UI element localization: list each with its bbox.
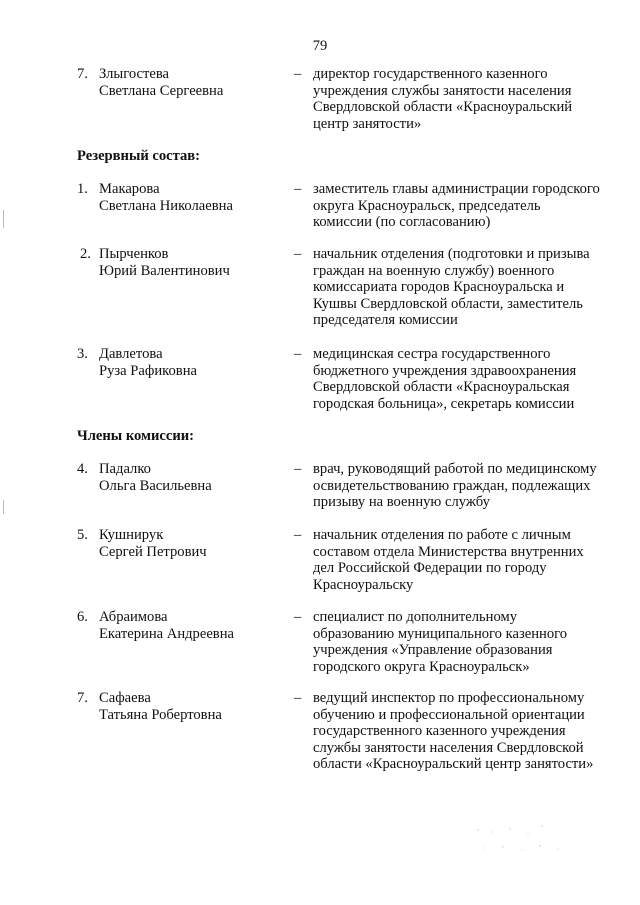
name-line: Руза Рафиковна — [99, 362, 197, 379]
scan-noise — [470, 820, 590, 860]
desc-line: начальник отделения (подготовки и призыва — [313, 246, 590, 262]
page-number: 79 — [312, 38, 328, 54]
desc-line: городская больница», секретарь комиссии — [313, 395, 575, 412]
person-name — [99, 690, 284, 723]
item-number: 5. — [77, 527, 88, 543]
person-name — [99, 461, 284, 494]
name-line: Давлетова — [99, 346, 163, 362]
item-number: 7. — [77, 66, 88, 82]
name-line: Сергей Петрович — [99, 543, 207, 560]
dash-separator: – — [294, 181, 302, 197]
desc-line: Свердловской области «Красноуральская — [313, 379, 570, 395]
section-heading-members: Члены комиссии: — [77, 428, 195, 444]
position-description — [313, 181, 618, 231]
name-line: Юрий Валентинович — [99, 262, 230, 279]
name-line: Абраимова — [99, 609, 168, 625]
section-heading-reserve: Резервный состав: — [77, 148, 201, 164]
desc-line: центр занятости» — [313, 115, 422, 132]
desc-line: Красноуральску — [313, 576, 414, 593]
desc-line: комиссариата городов Красноуральска и — [313, 279, 565, 295]
desc-line: комиссии (по согласованию) — [313, 214, 491, 230]
dash-separator: – — [294, 346, 302, 362]
name-line: Светлана Сергеевна — [99, 82, 224, 99]
desc-line: учреждения «Управление образования — [313, 642, 553, 658]
person-name — [99, 181, 284, 214]
desc-line: округа Красноуральск, председатель — [313, 197, 541, 214]
desc-line: призыву на военную службу — [313, 494, 490, 510]
person-name — [99, 527, 284, 560]
person-name — [99, 609, 284, 642]
position-description — [313, 461, 618, 511]
item-number: 6. — [77, 609, 88, 625]
name-line: Макарова — [99, 181, 160, 197]
position-description — [313, 609, 618, 675]
desc-line: председателя комиссии — [313, 312, 458, 328]
desc-line: составом отдела Министерства внутренних — [313, 543, 584, 560]
desc-line: бюджетного учреждения здравоохранения — [313, 362, 577, 379]
desc-line: начальник отделения по работе с личным — [313, 527, 571, 543]
desc-line: Свердловской области «Красноуральский — [313, 99, 573, 115]
item-number: 7. — [77, 690, 88, 706]
desc-line: государственного казенного учреждения — [313, 723, 566, 739]
desc-line: заместитель главы администрации городского — [313, 181, 600, 197]
dash-separator: – — [294, 461, 302, 477]
person-name — [99, 246, 284, 279]
desc-line: учреждения службы занятости населения — [313, 82, 572, 99]
desc-line: Кушвы Свердловской области, заместитель — [313, 295, 583, 312]
desc-line: граждан на военную службу) военного — [313, 262, 555, 279]
person-name — [99, 346, 284, 379]
desc-line: службы занятости населения Свердловской — [313, 739, 584, 756]
desc-line: врач, руководящий работой по медицинскому — [313, 461, 597, 477]
item-number: 1. — [77, 181, 88, 197]
dash-separator: – — [294, 527, 302, 543]
desc-line: дел Российской Федерации по городу — [313, 560, 547, 576]
name-line: Падалко — [99, 461, 151, 477]
position-description — [313, 690, 618, 773]
dash-separator: – — [294, 609, 302, 625]
name-line: Екатерина Андреевна — [99, 625, 234, 642]
desc-line: ведущий инспектор по профессиональному — [313, 690, 585, 706]
dash-separator: – — [294, 690, 302, 706]
desc-line: медицинская сестра государственного — [313, 346, 551, 362]
position-description — [313, 527, 618, 593]
scan-edge-mark — [3, 500, 4, 514]
desc-line: городского округа Красноуральск» — [313, 658, 530, 675]
name-line: Сафаева — [99, 690, 151, 706]
name-line: Светлана Николаевна — [99, 197, 233, 214]
item-number: 2. — [80, 246, 91, 262]
item-number: 3. — [77, 346, 88, 362]
position-description — [313, 66, 618, 132]
desc-line: образованию муниципального казенного — [313, 625, 568, 642]
position-description — [313, 346, 618, 412]
desc-line: области «Красноуральский центр занятости» — [313, 756, 594, 772]
dash-separator: – — [294, 66, 302, 82]
item-number: 4. — [77, 461, 88, 477]
name-line: Татьяна Робертовна — [99, 706, 222, 723]
name-line: Пырченков — [99, 246, 169, 262]
desc-line: специалист по дополнительному — [313, 609, 518, 625]
position-description — [313, 246, 618, 329]
desc-line: обучению и профессиональной ориентации — [313, 706, 585, 723]
person-name — [99, 66, 284, 99]
desc-line: освидетельствованию граждан, подлежащих — [313, 477, 591, 494]
dash-separator: – — [294, 246, 302, 262]
name-line: Кушнирук — [99, 527, 164, 543]
scan-edge-mark — [3, 210, 4, 228]
desc-line: директор государственного казенного — [313, 66, 548, 82]
name-line: Злыгостева — [99, 66, 169, 82]
name-line: Ольга Васильевна — [99, 477, 212, 494]
